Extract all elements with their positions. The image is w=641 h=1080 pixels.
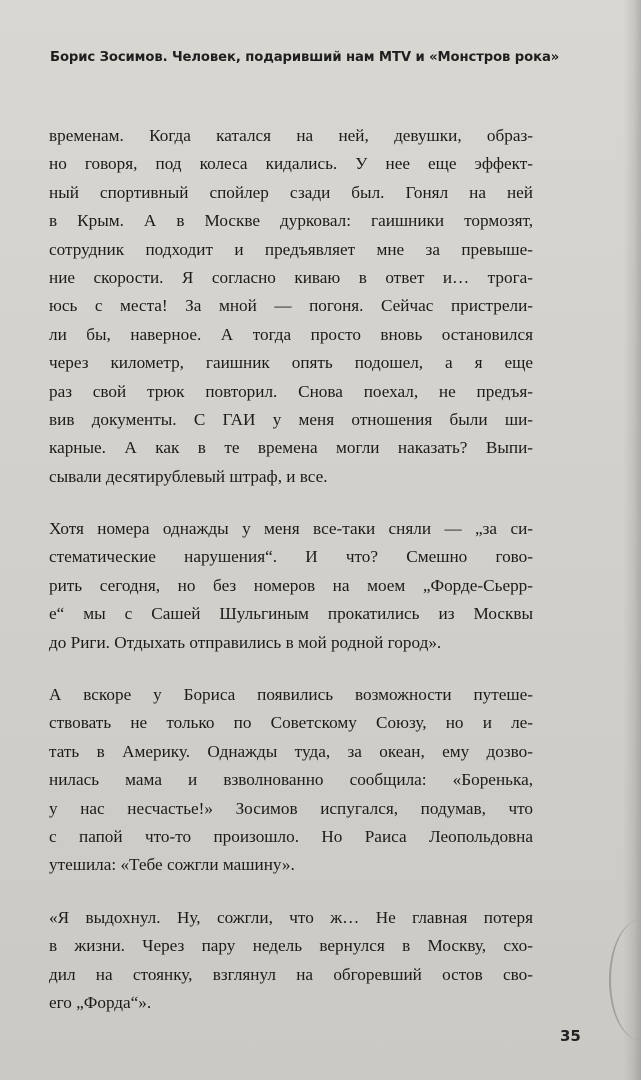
text-line: через километр, гаишник опять подошел, а я еще [49, 353, 533, 373]
text-line: «Я выдохнул. Ну, сожгли, что ж… Не главная потеря [49, 907, 533, 927]
running-head: Борис Зосимов. Человек, подаривший нам MTV и «Монстров рока» [50, 50, 560, 65]
paragraph-4 [49, 904, 533, 1018]
text-line: в Крым. А в Москве дурковал: гаишники тормозят, [49, 211, 533, 231]
body-text [49, 122, 533, 1017]
text-line: рить сегодня, но без номеров на моем „Форде-Сьерр- [49, 575, 533, 595]
page-curl-shadow [609, 920, 641, 1040]
paragraph-gap [49, 880, 533, 904]
text-line: А вскоре у Бориса появились возможности путеше- [49, 685, 533, 705]
text-line: дил на стоянку, взглянул на обгоревший остов сво- [49, 964, 533, 984]
text-line: его „Форда“». [49, 992, 152, 1012]
text-line: вив документы. С ГАИ у меня отношения были ши- [49, 409, 533, 429]
text-line: тать в Америку. Однажды туда, за океан, ему дозво- [49, 741, 533, 761]
text-line: сывали десятирублевый штраф, и все. [49, 466, 328, 486]
text-line: утешила: «Тебе сожгли машину». [49, 855, 295, 875]
text-line: стематические нарушения“. И что? Смешно гово- [49, 547, 533, 567]
text-line: ный спортивный спойлер сзади был. Гонял на ней [49, 182, 533, 202]
text-line: сотрудник подходит и предъявляет мне за превыше- [49, 239, 533, 259]
text-line: с папой что-то произошло. Но Раиса Леопольдовна [49, 826, 533, 846]
text-line: ствовать не только по Советскому Союзу, но и ле- [49, 713, 533, 733]
text-line: ние скорости. Я согласно киваю в ответ и… трога- [49, 267, 533, 287]
text-line: раз свой трюк повторил. Снова поехал, не предъя- [49, 381, 533, 401]
text-line: но говоря, под колеса кидались. У нее еще эффект- [49, 154, 533, 174]
text-line: карные. А как в те времена могли наказать? Выпи- [49, 438, 533, 458]
paragraph-1 [49, 122, 533, 491]
text-line: юсь с места! За мной — погоня. Сейчас пристрели- [49, 296, 533, 316]
paragraph-2 [49, 515, 533, 657]
paragraph-gap [49, 491, 533, 515]
page-edge-shadow [623, 0, 641, 1080]
text-line: е“ мы с Сашей Шульгиным прокатились из Москвы [49, 604, 533, 624]
text-line: у нас несчастье!» Зосимов испугался, подумав, что [49, 798, 533, 818]
text-line: ли бы, наверное. А тогда просто вновь остановился [49, 324, 533, 344]
text-line: в жизни. Через пару недель вернулся в Москву, схо- [49, 936, 533, 956]
paragraph-3 [49, 681, 533, 880]
paragraph-gap [49, 657, 533, 681]
text-line: Хотя номера однажды у меня все-таки сняли — „за си- [49, 519, 533, 539]
text-line: до Риги. Отдыхать отправились в мой родной город». [49, 632, 442, 652]
text-line: нилась мама и взволнованно сообщила: «Боренька, [49, 770, 533, 790]
page-number: 35 [560, 1027, 581, 1045]
text-line: временам. Когда катался на ней, девушки, образ- [49, 126, 533, 145]
